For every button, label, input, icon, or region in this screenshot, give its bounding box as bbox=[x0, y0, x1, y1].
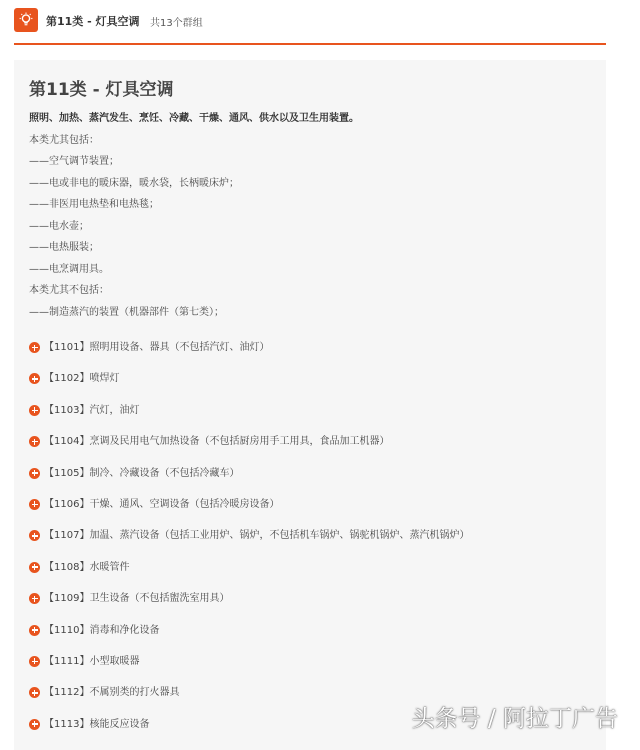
group-count: 共13个群组 bbox=[150, 18, 203, 29]
group-item-1101[interactable] bbox=[29, 340, 469, 371]
expand-plus-icon[interactable] bbox=[29, 436, 40, 447]
group-item-1112[interactable] bbox=[29, 685, 469, 716]
group-label: 【1111】小型取暖器 bbox=[44, 655, 140, 667]
group-item-1109[interactable] bbox=[29, 591, 469, 622]
group-label: 【1102】喷焊灯 bbox=[44, 373, 120, 385]
group-item-1104[interactable] bbox=[29, 434, 469, 465]
group-item-1102[interactable] bbox=[29, 371, 469, 402]
description-line: ——电水壶； bbox=[29, 220, 89, 232]
expand-plus-icon[interactable] bbox=[29, 373, 40, 384]
description-line: ——非医用电热垫和电热毯； bbox=[29, 199, 159, 210]
header-divider bbox=[14, 43, 606, 45]
header-title: 第11类 - 灯具空调 bbox=[46, 15, 140, 28]
expand-plus-icon[interactable] bbox=[29, 656, 40, 667]
group-item-1106[interactable] bbox=[29, 497, 469, 528]
group-label: 【1113】核能反应设备 bbox=[44, 718, 150, 730]
expand-plus-icon[interactable] bbox=[29, 499, 40, 510]
group-item-1111[interactable] bbox=[29, 654, 469, 685]
group-label: 【1107】加温、蒸汽设备（包括工业用炉、锅炉，不包括机车锅炉、锅驼机锅炉、蒸汽机锅炉） bbox=[44, 530, 470, 542]
group-label: 【1106】干燥、通风、空调设备（包括冷暖房设备） bbox=[44, 498, 280, 510]
expand-plus-icon[interactable] bbox=[29, 342, 40, 353]
group-label: 【1109】卫生设备（不包括盥洗室用具） bbox=[44, 593, 230, 605]
group-item-1107[interactable] bbox=[29, 528, 469, 559]
group-label: 【1104】烹调及民用电气加热设备（不包括厨房用手工用具，食品加工机器） bbox=[44, 436, 390, 448]
panel-title: 第11类 - 灯具空调 bbox=[29, 80, 174, 100]
expand-plus-icon[interactable] bbox=[29, 687, 40, 698]
group-item-1110[interactable] bbox=[29, 623, 469, 654]
group-label: 【1101】照明用设备、器具（不包括汽灯、油灯） bbox=[44, 342, 270, 353]
expand-plus-icon[interactable] bbox=[29, 530, 40, 541]
page-header bbox=[0, 0, 640, 44]
group-label: 【1103】汽灯，油灯 bbox=[44, 404, 140, 416]
description-summary: 照明、加热、蒸汽发生、烹饪、冷藏、干燥、通风、供水以及卫生用装置。 bbox=[29, 113, 359, 124]
lightbulb-icon bbox=[14, 8, 38, 32]
class-description bbox=[29, 112, 359, 327]
group-item-1103[interactable] bbox=[29, 403, 469, 434]
description-line: 本类尤其不包括： bbox=[29, 285, 109, 296]
description-line: 本类尤其包括： bbox=[29, 134, 99, 146]
group-label: 【1110】消毒和净化设备 bbox=[44, 624, 160, 636]
description-line: ——电烹调用具。 bbox=[29, 263, 109, 275]
group-item-1108[interactable] bbox=[29, 560, 469, 591]
group-label: 【1112】不属别类的打火器具 bbox=[44, 687, 180, 699]
group-label: 【1105】制冷、冷藏设备（不包括冷藏车） bbox=[44, 467, 240, 479]
group-list bbox=[29, 340, 469, 748]
description-line: ——空气调节装置； bbox=[29, 156, 119, 167]
watermark: 头条号 / 阿拉丁广告 bbox=[411, 706, 618, 732]
group-item-1113[interactable] bbox=[29, 717, 469, 748]
expand-plus-icon[interactable] bbox=[29, 468, 40, 479]
description-line: ——制造蒸汽的装置（机器部件（第七类）； bbox=[29, 306, 224, 318]
group-label: 【1108】水暖管件 bbox=[44, 561, 130, 573]
group-item-1105[interactable] bbox=[29, 466, 469, 497]
description-line: ——电热服装； bbox=[29, 242, 99, 253]
expand-plus-icon[interactable] bbox=[29, 562, 40, 573]
expand-plus-icon[interactable] bbox=[29, 719, 40, 730]
expand-plus-icon[interactable] bbox=[29, 405, 40, 416]
expand-plus-icon[interactable] bbox=[29, 625, 40, 636]
expand-plus-icon[interactable] bbox=[29, 593, 40, 604]
class-detail-panel bbox=[14, 60, 606, 750]
description-line: ——电或非电的暖床器，暖水袋，长柄暖床炉； bbox=[29, 177, 239, 189]
